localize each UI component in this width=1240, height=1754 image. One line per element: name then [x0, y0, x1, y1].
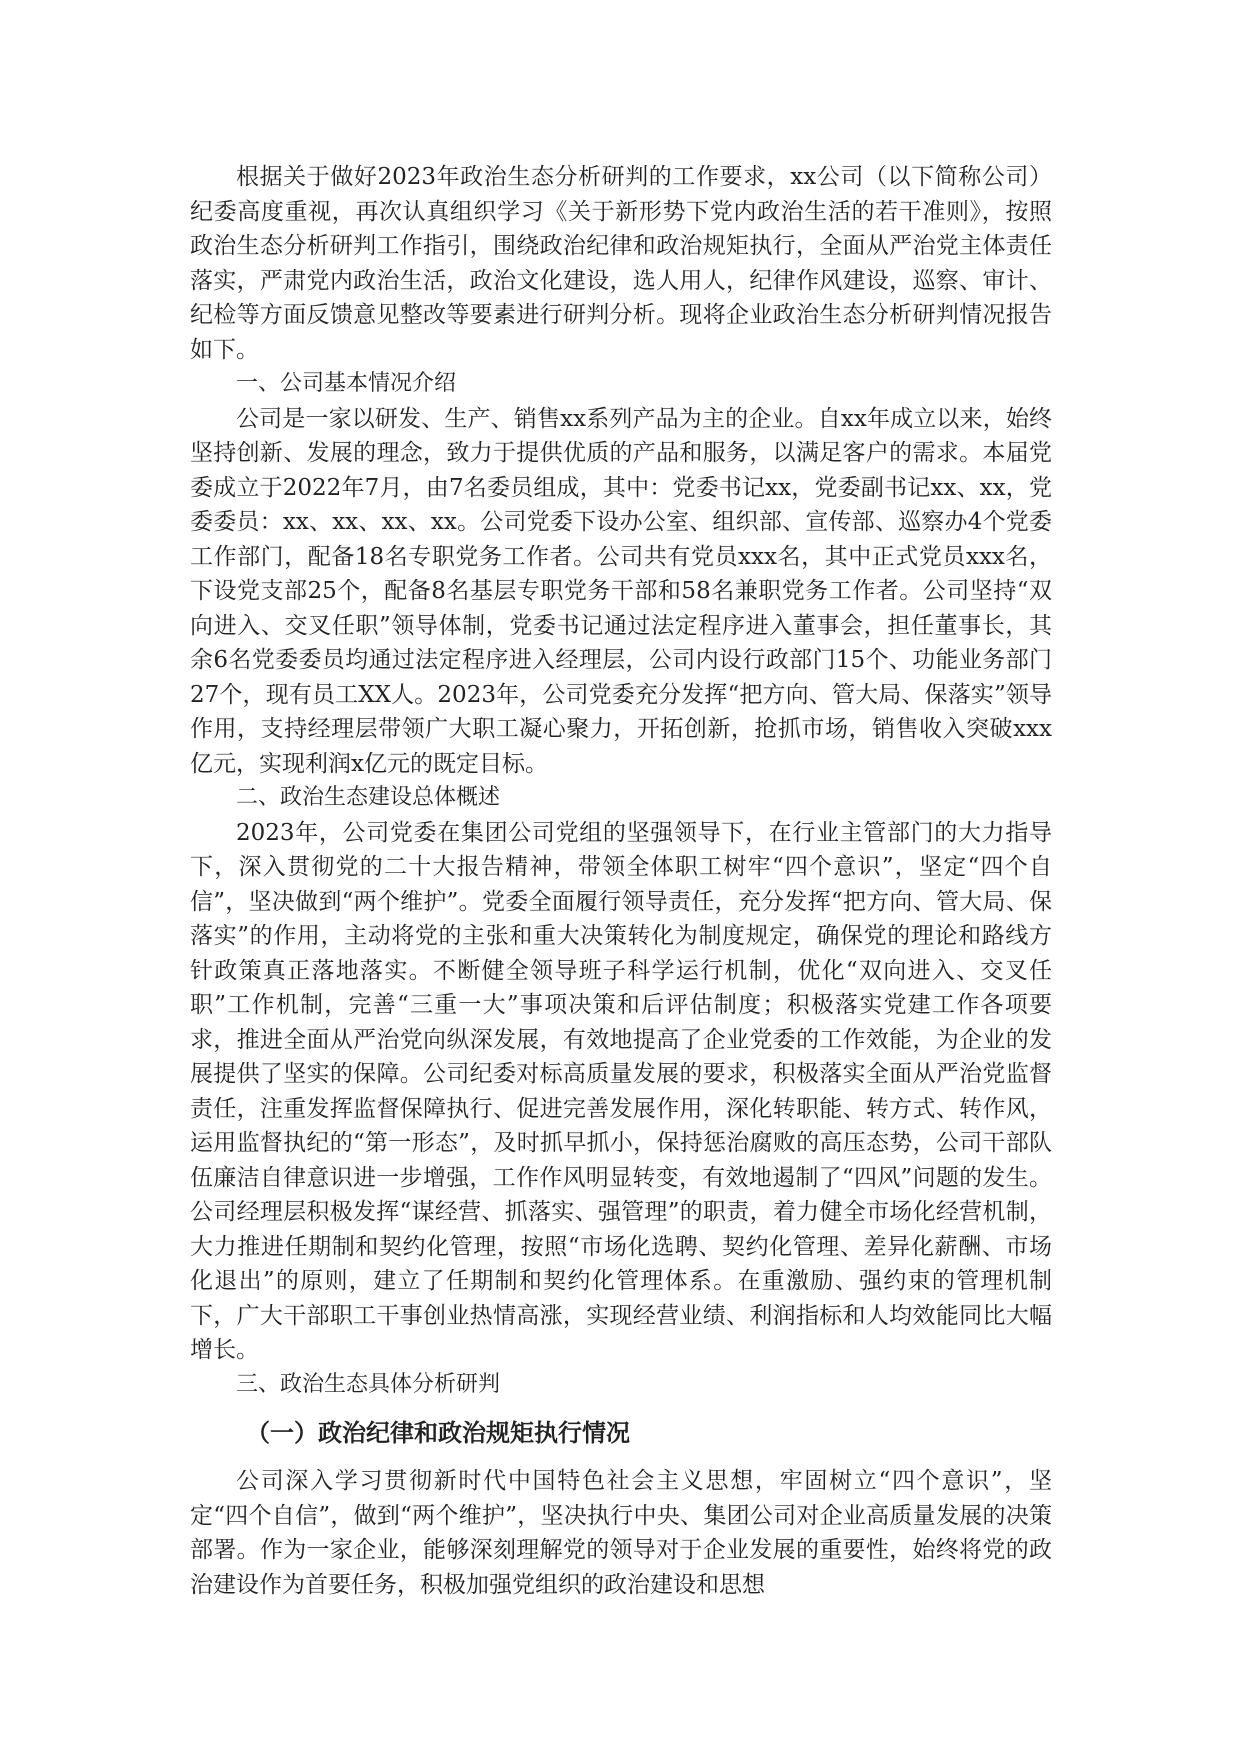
- section-heading-specific-analysis: 三、政治生态具体分析研判: [236, 1371, 501, 1397]
- document-body: [190, 160, 1052, 1602]
- discipline-paragraph: 公司深入学习贯彻新时代中国特色社会主义思想，牢固树立“四个意识”，坚定“四个自信”，做到“两个维护”，坚决执行中央、集团公司对企业高质量发展的决策部署。作为一家企业，能够深刻理解党的领导对于企业发展的重要性，始终将党的政治建设作为首要任务，积极加强党组织的政治建设和思想: [190, 1468, 1052, 1598]
- subsection-heading-discipline: （一）政治纪律和政治规矩执行情况: [246, 1419, 630, 1447]
- section-heading-political-ecology-overview: 二、政治生态建设总体概述: [236, 785, 501, 810]
- intro-paragraph: 根据关于做好2023年政治生态分析研判的工作要求，xx公司（以下简称公司）纪委高度重视，再次认真组织学习《关于新形势下党内政治生活的若干准则》，按照政治生态分析研判工作指引，围绕政治纪律和政治规矩执行，全面从严治党主体责任落实，严肃党内政治生活，政治文化建设，选人用人，纪律作风建设，巡察、审计、纪检等方面反馈意见整改等要素进行研判分析。现将企业政治生态分析研判情况报告如下。: [190, 164, 1052, 363]
- section-heading-company-overview: 一、公司基本情况介绍: [236, 371, 457, 396]
- political-ecology-overview-paragraph: 2023年，公司党委在集团公司党组的坚强领导下，在行业主管部门的大力指导下，深入贯彻党的二十大报告精神，带领全体职工树牢“四个意识”，坚定“四个自信”，坚决做到“两个维护”。党委全面履行领导责任，充分发挥“把方向、管大局、保落实”的作用，主动将党的主张和重大决策转化为制度规定，确保党的理论和路线方针政策真正落地落实。不断健全领导班子科学运行机制，优化“双向进入、交叉任职”工作机制，完善“三重一大”事项决策和后评估制度；积极落实党建工作各项要求，推进全面从严治党向纵深发展，有效地提高了企业党委的工作效能，为企业的发展提供了坚实的保障。公司纪委对标高质量发展的要求，积极落实全面从严治党监督责任，注重发挥监督保障执行、促进完善发展作用，深化转职能、转方式、转作风，运用监督执纪的“第一形态”，及时抓早抓小，保持惩治腐败的高压态势，公司干部队伍廉洁自律意识进一步增强，工作作风明显转变，有效地遏制了“四风”问题的发生。公司经理层积极发挥“谋经营、抓落实、强管理”的职责，着力健全市场化经营机制，大力推进任期制和契约化管理，按照“市场化选聘、契约化管理、差异化薪酬、市场化退出”的原则，建立了任期制和契约化管理体系。在重激励、强约束的管理机制下，广大干部职工干事创业热情高涨，实现经营业绩、利润指标和人均效能同比大幅增长。: [190, 819, 1052, 1363]
- company-overview-paragraph: 公司是一家以研发、生产、销售xx系列产品为主的企业。自xx年成立以来，始终坚持创新、发展的理念，致力于提供优质的产品和服务，以满足客户的需求。本届党委成立于2022年7月，由7名委员组成，其中：党委书记xx，党委副书记xx、xx，党委委员：xx、xx、xx、xx。公司党委下设办公室、组织部、宣传部、巡察办4个党委工作部门，配备18名专职党务工作者。公司共有党员xxx名，其中正式党员xxx名，下设党支部25个，配备8名基层专职党务干部和58名兼职党务工作者。公司坚持“双向进入、交叉任职”领导体制，党委书记通过法定程序进入董事会，担任董事长，其余6名党委委员均通过法定程序进入经理层，公司内设行政部门15个、功能业务部门27个，现有员工XX人。2023年，公司党委充分发挥“把方向、管大局、保落实”领导作用，支持经理层带领广大职工凝心聚力，开拓创新，抢抓市场，销售收入突破xxx亿元，实现利润x亿元的既定目标。: [190, 405, 1052, 777]
